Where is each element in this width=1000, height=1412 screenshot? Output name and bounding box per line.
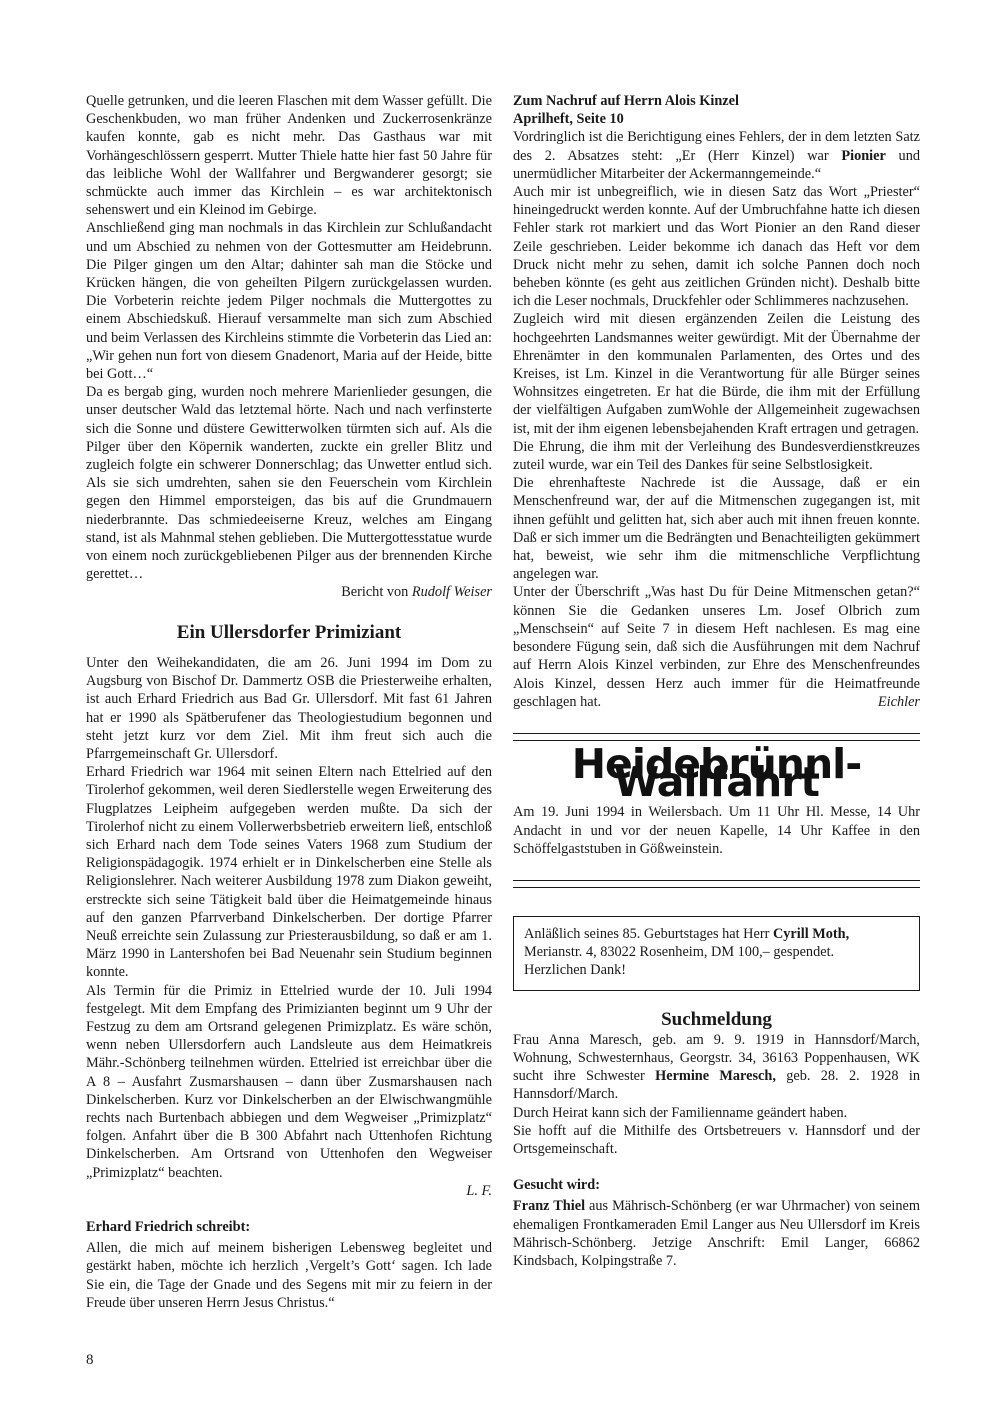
- right-column: [513, 92, 920, 1270]
- suchmeldung-paragraph-3: Sie hofft auf die Mithilfe des Ortsbetreuers v. Hannsdorf und der Ortsgemeinschaft.: [513, 1122, 920, 1157]
- kinzel-paragraph-4: Die Ehrung, die ihm mit der Verleihung des Bundesverdienstkreuzes zuteil wurde, war ein Teil des Dankes für seine Selbstlosigkeit.: [513, 438, 920, 474]
- donation-text-end: Merianstr. 4, 83022 Rosenheim, DM 100,– gespendet.: [524, 944, 835, 961]
- kinzel-p1-end: und unermüdlicher Mitarbeiter der Ackermanngemeinde.“: [513, 147, 921, 182]
- kinzel-paragraph-1: [513, 128, 920, 183]
- suchmeldung-paragraph-2: Durch Heirat kann sich der Familienname geändert haben.: [513, 1104, 848, 1121]
- spacer: [513, 858, 920, 880]
- primiziant-heading: Ein Ullersdorfer Primiziant: [176, 621, 402, 643]
- donation-text: [524, 925, 909, 961]
- gesucht-text: aus Mährisch-Schönberg (er war Uhrmacher) von seinem ehemaligen Frontkameraden Emil Langer aus Neu Ullersdorf im Kreis Mährisch-Schönberg. Jetzige Anschrift: Emil Langer, 66862 Kindsbach, Kolpingstraße 7.: [513, 1198, 920, 1269]
- kinzel-signature: Eichler: [877, 693, 920, 710]
- kinzel-p1-start: Vordringlich ist die Berichtigung eines Fehlers, der in dem letzten Satz des 2. Absatzes steht: „Er (Herr Kinzel) war: [513, 129, 920, 164]
- byline-prefix: Bericht von: [341, 584, 412, 601]
- kinzel-subtitle: Aprilheft, Seite 10: [513, 111, 624, 128]
- report-byline: [86, 583, 492, 601]
- gesucht-heading: Gesucht wird:: [513, 1177, 600, 1194]
- such-p1-start: Frau Anna Maresch, geb. am 9. 9. 1919 in Hannsdorf/March, Wohnung, Schwesternhaus, Georgstr. 34, 36163 Poppenhausen, WK sucht ihre Schwester: [513, 1031, 920, 1085]
- suchmeldung-heading: Suchmeldung: [661, 1008, 772, 1030]
- author-initials: L. F.: [466, 1182, 492, 1199]
- friedrich-statement: Allen, die mich auf meinem bisherigen Lebensweg begleitet und gestärkt haben, möchte ich herzlich ‚Vergelt’s Gott‘ sagen. Ich lade Sie ein, die Tage der Gnade und des Segens mit mir zu feiern in der Freude über unseren Herrn Jesus Christus.“: [86, 1240, 492, 1311]
- wallfahrt-title: Heidebrünnl-Wallfahrt: [571, 739, 862, 807]
- pilgrimage-paragraph-2: Anschließend ging man nochmals in das Kirchlein zur Schlußandacht und um Abschied zu nehmen von der Gottesmutter am Heidebrunn. Die Pilger gingen um den Altar; dahinter sah man die Stöcke und Krücken hängen, die von geheilten Pilgern zurückgelassen wurden. Die Vorbeterin reichte jedem Pilger nochmals die Muttergottes zu einem Abschiedskuß. Hierauf versammelte man sich zum Abschied und beim Verlassen des Kirchleins stimmte die Vorbeterin das Lied an: „Wir gehen nun fort von diesem Gnadenort, Maria auf der Heide, bitte bei Gott…“: [86, 220, 492, 383]
- donation-name: Cyrill Moth,: [772, 925, 850, 942]
- primiziant-paragraph-3: Als Termin für die Primiz in Ettelried wurde der 10. Juli 1994 festgelegt. Mit dem Empfang des Primizianten beginnt um 9 Uhr der Festzug zu dem am Ortsrand gelegenen Primizplatz. Es wäre schön, wenn neben Ullersdorfern auch Landsleute aus dem Heimatkreis Mähr.-Schönberg teilnehmen würden. Ettelried ist erreichbar über die A 8 – Ausfahrt Zusmarshausen – dann über Zusmarshausen nach Dinkelscherben. Kurz vor Dinkelscherben an der Elwischwangmühle rechts nach Burtenbach abbiegen und dem Wegweiser „Primizplatz“ folgen. Anfahrt über die B 300 Abfahrt nach Uttenhofen Richtung Dinkelscherben. Am Ortsrand von Uttenhofen den Wegweiser „Primizplatz“ beachten.: [86, 982, 492, 1181]
- kinzel-paragraph-5: Die ehrenhafteste Nachrede ist die Aussage, daß er ein Menschenfreund war, der auf die Mitmenschen zugegangen ist, mit ihnen gefühlt und gelitten hat, sich aber auch mit ihnen freuen konnte. Daß er sich immer um die Bedrängten und Benachteiligten gekümmert hat, beweist, wie sehr ihm die mitmenschliche Verpflichtung angelegen war.: [513, 475, 920, 583]
- kinzel-p1-bold: Pionier: [841, 147, 886, 164]
- primiziant-paragraph-2: Erhard Friedrich war 1964 mit seinen Eltern nach Ettelried auf den Tirolerhof gekommen, weil deren Siedlerstelle wegen Erweiterung des Flugplatzes Leipheim aufgegeben werden mußte. Da sich der Tirolerhof nicht zu einem Vollerwerbsbetrieb erweitern ließ, entschloß sich Erhard nach dem Tode seines Vaters 1968 zum Studium der Religionspädagogik. 1974 erhielt er in Dinkelscherben eine Stelle als Religionslehrer. Nach weiterer Ausbildung 1978 zum Diakon geweiht, erstreckte sich seine Tätigkeit bald über die Heimatgemeinde hinaus auf den ganzen Pfarrverband Dinkelscherben. Der dortige Pfarrer Neuß erreichte sein Zulassung zur Priesterausbildung, so daß er am 1. März 1990 in Lantershofen bei Bad Neuenahr sein Studium beginnen konnte.: [86, 764, 492, 981]
- primiziant-paragraph-1: Unter den Weihekandidaten, die am 26. Juni 1994 im Dom zu Augsburg von Bischof Dr. Dammertz OSB die Priesterweihe erhalten, ist auch Erhard Friedrich aus Bad Gr. Ullersdorf. Mit fast 61 Jahren hat er 1990 als Spätberufener das Theologiestudium begonnen und steht jetzt kurz vor dem Ziel. Mit ihm freut sich auch die Pfarrgemeinschaft Gr. Ullersdorf.: [86, 654, 492, 762]
- spacer: [513, 711, 920, 733]
- kinzel-heading: [513, 92, 920, 128]
- wallfahrt-bottom-rule: [513, 880, 920, 888]
- page-number: 8: [86, 1352, 94, 1368]
- kinzel-paragraph-3: Zugleich wird mit diesen ergänzenden Zeilen die Leistung des hochgeehrten Landsmannes weiter gewürdigt. Mit der Übernahme der Ehrenämter in den kommunalen Parlamenten, des Ortes und des Kreises, ist Lm. Kinzel in die Verantwortung für alle Bürger seines Wohnsitzes eingetreten. Er hat die Bürde, die ihm mit der Erfüllung der vielfältigen Aufgaben zumWohle der Allgemeinheit zugewachsen ist, mit der ihm eigenen lebensbejahenden Kraft ertragen und getragen.: [513, 311, 920, 437]
- such-p1-bold: Hermine Maresch,: [655, 1068, 776, 1085]
- kinzel-p6-text: Unter der Überschrift „Was hast Du für Deine Mitmenschen getan?“ können Sie die Gedanken unseres Lm. Josef Olbrich zum „Menschsein“ auf Seite 7 in diesem Heft nachlesen. Es mag eine besondere Fügung sein, daß sich die Ausführungen mit dem Nachruf auf Herrn Alois Kinzel verbinden, zur Ehre des Menschenfreundes Alois Kinzel, dessen Herz auch immer für die Heimatfreunde geschlagen hat.: [513, 584, 920, 710]
- left-column: [86, 92, 492, 1312]
- such-p1-end: geb. 28. 2. 1928 in Hannsdorf/March.: [513, 1068, 920, 1103]
- kinzel-title: Zum Nachruf auf Herrn Alois Kinzel: [513, 93, 739, 109]
- donation-thanks: Herzlichen Dank!: [524, 962, 627, 979]
- gesucht-name: Franz Thiel: [513, 1198, 586, 1215]
- donation-box: [513, 916, 920, 991]
- pilgrimage-paragraph-1: Quelle getrunken, und die leeren Flaschen mit dem Wasser gefüllt. Die Geschenkbuden, wo man früher Andenken und Zuckerrosenkränze kaufen konnte, gab es nicht mehr. Das Gasthaus war mit Vorhängeschlössern gesperrt. Mutter Thiele hatte hier fast 50 Jahre für das leibliche Wohl der Wallfahrer und Bergwanderer gesorgt; sie schmückte auch immer das Kirchlein – es war architektonisch sehenswert und ein Kleinod im Gebirge.: [86, 93, 492, 219]
- friedrich-subheading: Erhard Friedrich schreibt:: [86, 1218, 251, 1235]
- byline-author: Rudolf Weiser: [411, 584, 492, 601]
- wallfahrt-text: Am 19. Juni 1994 in Weilersbach. Um 11 Uhr Hl. Messe, 14 Uhr Andacht in und vor der neuen Kapelle, 14 Uhr Kaffee in den Schöffelgaststuben in Gößweinstein.: [513, 804, 920, 857]
- gesucht-paragraph: [513, 1197, 920, 1270]
- donation-text-start: Anläßlich seines 85. Geburtstages hat Herr: [524, 925, 773, 942]
- kinzel-paragraph-2: Auch mir ist unbegreiflich, wie in diesen Satz das Wort „Priester“ hineingedruckt werden konnte. Auf der Umbruchfahne hatte ich diesen Fehler stark rot markiert und das Wort Pionier an den Rand dieser Zeile geschrieben. Leider bekomme ich danach das Heft vor dem Druck nicht mehr zu sehen, damit ich solche Pannen doch noch beheben könnte (es geht aus zeitlichen Gründen nicht). Deshalb bitte ich die Leser nochmals, Druckfehler oder Schlimmeres nachzusehen.: [513, 184, 920, 310]
- kinzel-paragraph-6: [513, 583, 920, 710]
- pilgrimage-paragraph-3: Da es bergab ging, wurden noch mehrere Marienlieder gesungen, die unser deutscher Wald das letztemal hörte. Nach und nach verfinsterte sich die Sonne und düstere Gewitterwolken türmten sich auf. Als die Pilger über den Köpernik wanderten, zuckte ein greller Blitz und zugleich folgte ein schwerer Donnerschlag; das Unwetter entlud sich. Als sie sich umdrehten, sahen sie den Feuerschein vom Kirchlein gegen den Himmel emporsteigen, das bis auf die Grundmauern niederbrannte. Das schmiedeeiserne Kreuz, welches am Eingang stand, ist als Mahnmal stehen geblieben. Die Muttergottesstatue wurde von einem noch zurückgebliebenen Pilger aus der brennenden Kirche gerettet…: [86, 384, 492, 583]
- suchmeldung-paragraph-1: [513, 1031, 920, 1104]
